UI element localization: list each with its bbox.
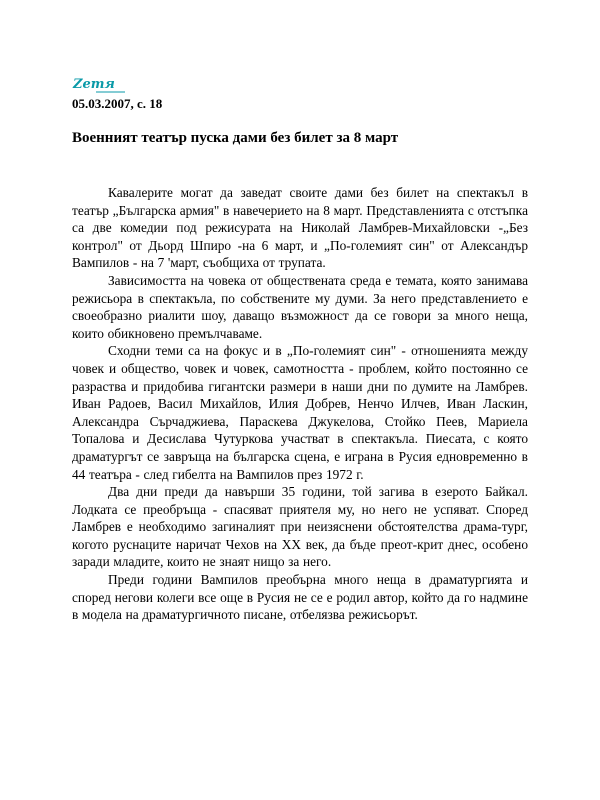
article-title: Военният театър пуска дами без билет за 8 март [72,130,399,146]
newspaper-logo [72,76,126,96]
newspaper-logo-text: Zemя [73,77,115,92]
article-paragraph: Преди години Вампилов преобърна много неща в драматургията и според негови колеги все още в Русия не се е родил автор, който да го надмине в модела на драматургичното писане, отбелязва режисьорът. [72,572,528,623]
article-body [72,184,528,624]
publication-date-page: 05.03.2007, с. 18 [72,96,163,111]
article-paragraph: Кавалерите могат да заведат своите дами без билет на спектакъл в театър „Българска армия" в навечерието на 8 март. Представленията с отстъпка са две комедии под режисурата на Николай Ламбрев-Михайловски -„Без контрол" от Дьорд Шпиро -на 6 март, и „По-големият син" от Александър Вампилов - на 7 'март, съобщиха от трупата. [72,185,528,271]
article-paragraph: Сходни теми са на фокус и в „По-големият син" - отношенията между човек и общество, човек и човек, самотността - проблем, който постоянно се разраства и придобива гигантски размери в наши дни по думите на Ламбрев. Иван Радоев, Васил Михайлов, Илия Добрев, Ненчо Илчев, Иван Ласкин, Александра Сърчаджиева, Параскева Джукелова, Стойко Пеев, Мариела Топалова и Десислава Чутуркова участват в спектакъла. Пиесата, с която драматургът се завръща на българска сцена, е играна в Русия едновременно в 44 театъра - след гибелта на Вампилов през 1972 г. [72,343,528,482]
article-paragraph: Зависимостта на човека от обществената среда е темата, която занимава режисьора в спектакъла, по собствените му думи. За него представлението е своеобразно риалити шоу, даващо възможност да се говори за много неща, които обикновено премълчаваме. [72,272,528,341]
article-paragraph: Два дни преди да навърши 35 години, той загива в езерото Байкал. Лодката се преобръща - спасяват приятеля му, но него не успяват. Според Ламбрев е необходимо загиналият при неизяснени обстоятелства драма-тург, когото руснаците наричат Чехов на XX век, да бъде преот-крит днес, особено заради младите, които не знаят нищо за него. [72,484,528,570]
